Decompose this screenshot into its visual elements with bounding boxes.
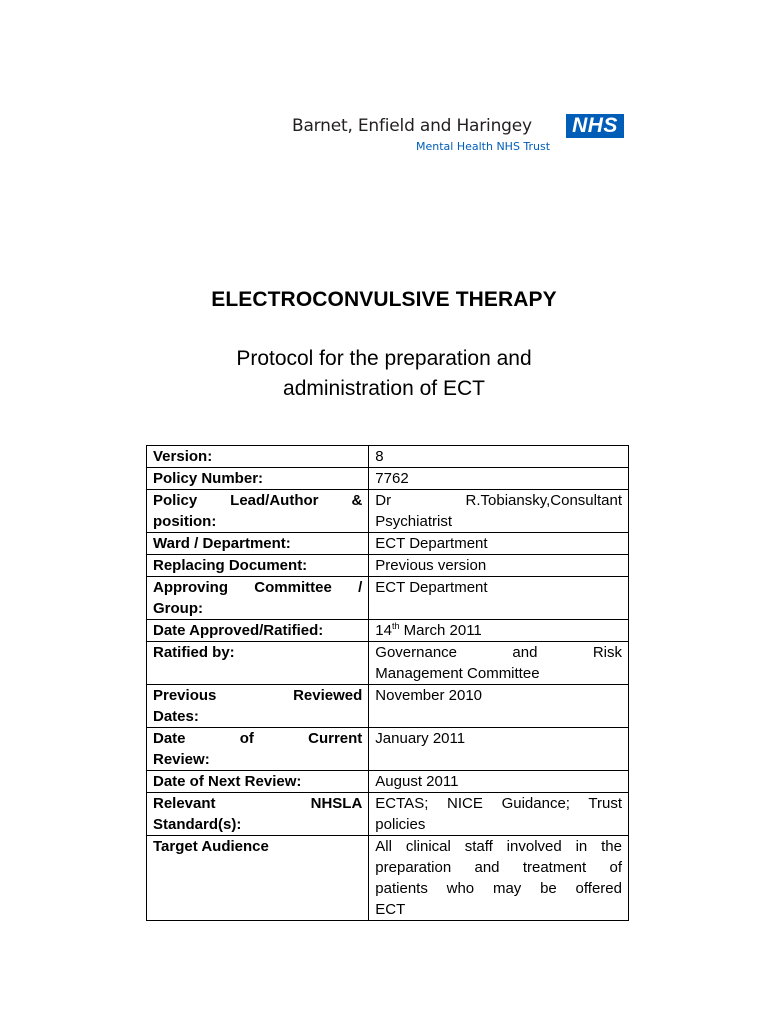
target-audience-value (369, 836, 629, 921)
ratified-by-value-line-1: Governance and Risk (375, 644, 622, 661)
ward-department-label: Ward / Department: (147, 533, 369, 555)
table-row-date-approved (147, 620, 629, 642)
table-row-current-review (147, 728, 629, 771)
nhsla-standards-label-line-1: Relevant NHSLA (153, 795, 363, 812)
policy-lead-label-line-1: Policy Lead/Author & (153, 492, 363, 509)
nhsla-standards-value-line-1: ECTAS; NICE Guidance; Trust (375, 795, 622, 812)
table-row-target-audience (147, 836, 629, 921)
previous-reviewed-label-line-1: Previous Reviewed (153, 687, 363, 704)
current-review-value: January 2011 (369, 728, 629, 771)
current-review-label (147, 728, 369, 771)
target-audience-value-line-3: patients who may be offered (375, 880, 622, 897)
table-row-previous-reviewed (147, 685, 629, 728)
approving-committee-label (147, 577, 369, 620)
policy-number-value: 7762 (369, 468, 629, 490)
organisation-name: Barnet, Enfield and Haringey (292, 116, 532, 136)
ward-department-value: ECT Department (369, 533, 629, 555)
trust-name: Mental Health NHS Trust (416, 140, 551, 153)
nhsla-standards-value (369, 793, 629, 836)
policy-lead-value (369, 490, 629, 533)
previous-reviewed-label-line-2: Dates: (153, 708, 199, 725)
policy-lead-label-line-2: position: (153, 513, 217, 530)
date-approved-ordinal: th (391, 621, 400, 631)
date-approved-day: 14 (375, 622, 392, 639)
target-audience-label: Target Audience (147, 836, 369, 921)
current-review-label-line-2: Review: (153, 751, 210, 768)
target-audience-value-line-2: preparation and treatment of (375, 859, 622, 876)
table-row-approving-committee (147, 577, 629, 620)
date-approved-label: Date Approved/Ratified: (147, 620, 369, 642)
ratified-by-label: Ratified by: (147, 642, 369, 685)
next-review-value: August 2011 (369, 771, 629, 793)
approving-committee-label-line-2: Group: (153, 600, 203, 617)
current-review-label-line-1: Date of Current (153, 730, 363, 747)
previous-reviewed-value: November 2010 (369, 685, 629, 728)
table-row-ratified-by (147, 642, 629, 685)
nhsla-standards-label-line-2: Standard(s): (153, 816, 242, 833)
subtitle-line-2: administration of ECT (283, 377, 485, 400)
document-control-table (146, 445, 629, 921)
policy-lead-value-line-2: Psychiatrist (375, 513, 452, 530)
table-row-policy-lead (147, 490, 629, 533)
version-value: 8 (369, 446, 629, 468)
table-row-nhsla-standards (147, 793, 629, 836)
target-audience-value-line-4: ECT (375, 901, 406, 918)
table-row-next-review (147, 771, 629, 793)
next-review-label: Date of Next Review: (147, 771, 369, 793)
approving-committee-value: ECT Department (369, 577, 629, 620)
trust-logo (292, 112, 632, 156)
document-title: ELECTROCONVULSIVE THERAPY (211, 288, 557, 311)
date-approved-value (369, 620, 629, 642)
policy-lead-label (147, 490, 369, 533)
nhsla-standards-label (147, 793, 369, 836)
previous-reviewed-label (147, 685, 369, 728)
approving-committee-label-line-1: Approving Committee / (153, 579, 363, 596)
ratified-by-value-line-2: Management Committee (375, 665, 540, 682)
table-row-ward-department (147, 533, 629, 555)
replacing-document-label: Replacing Document: (147, 555, 369, 577)
policy-lead-value-line-1: Dr R.Tobiansky,Consultant (375, 492, 622, 509)
policy-number-label: Policy Number: (147, 468, 369, 490)
table-row-policy-number (147, 468, 629, 490)
table-row-version (147, 446, 629, 468)
ratified-by-value (369, 642, 629, 685)
nhsla-standards-value-line-2: policies (375, 816, 426, 833)
nhs-logo-badge: NHS (566, 114, 624, 138)
version-label: Version: (147, 446, 369, 468)
subtitle-line-1: Protocol for the preparation and (236, 347, 532, 370)
replacing-document-value: Previous version (369, 555, 629, 577)
date-approved-month-year: March 2011 (399, 622, 482, 639)
target-audience-value-line-1: All clinical staff involved in the (375, 838, 622, 855)
document-subtitle (0, 344, 768, 404)
table-row-replacing-document (147, 555, 629, 577)
